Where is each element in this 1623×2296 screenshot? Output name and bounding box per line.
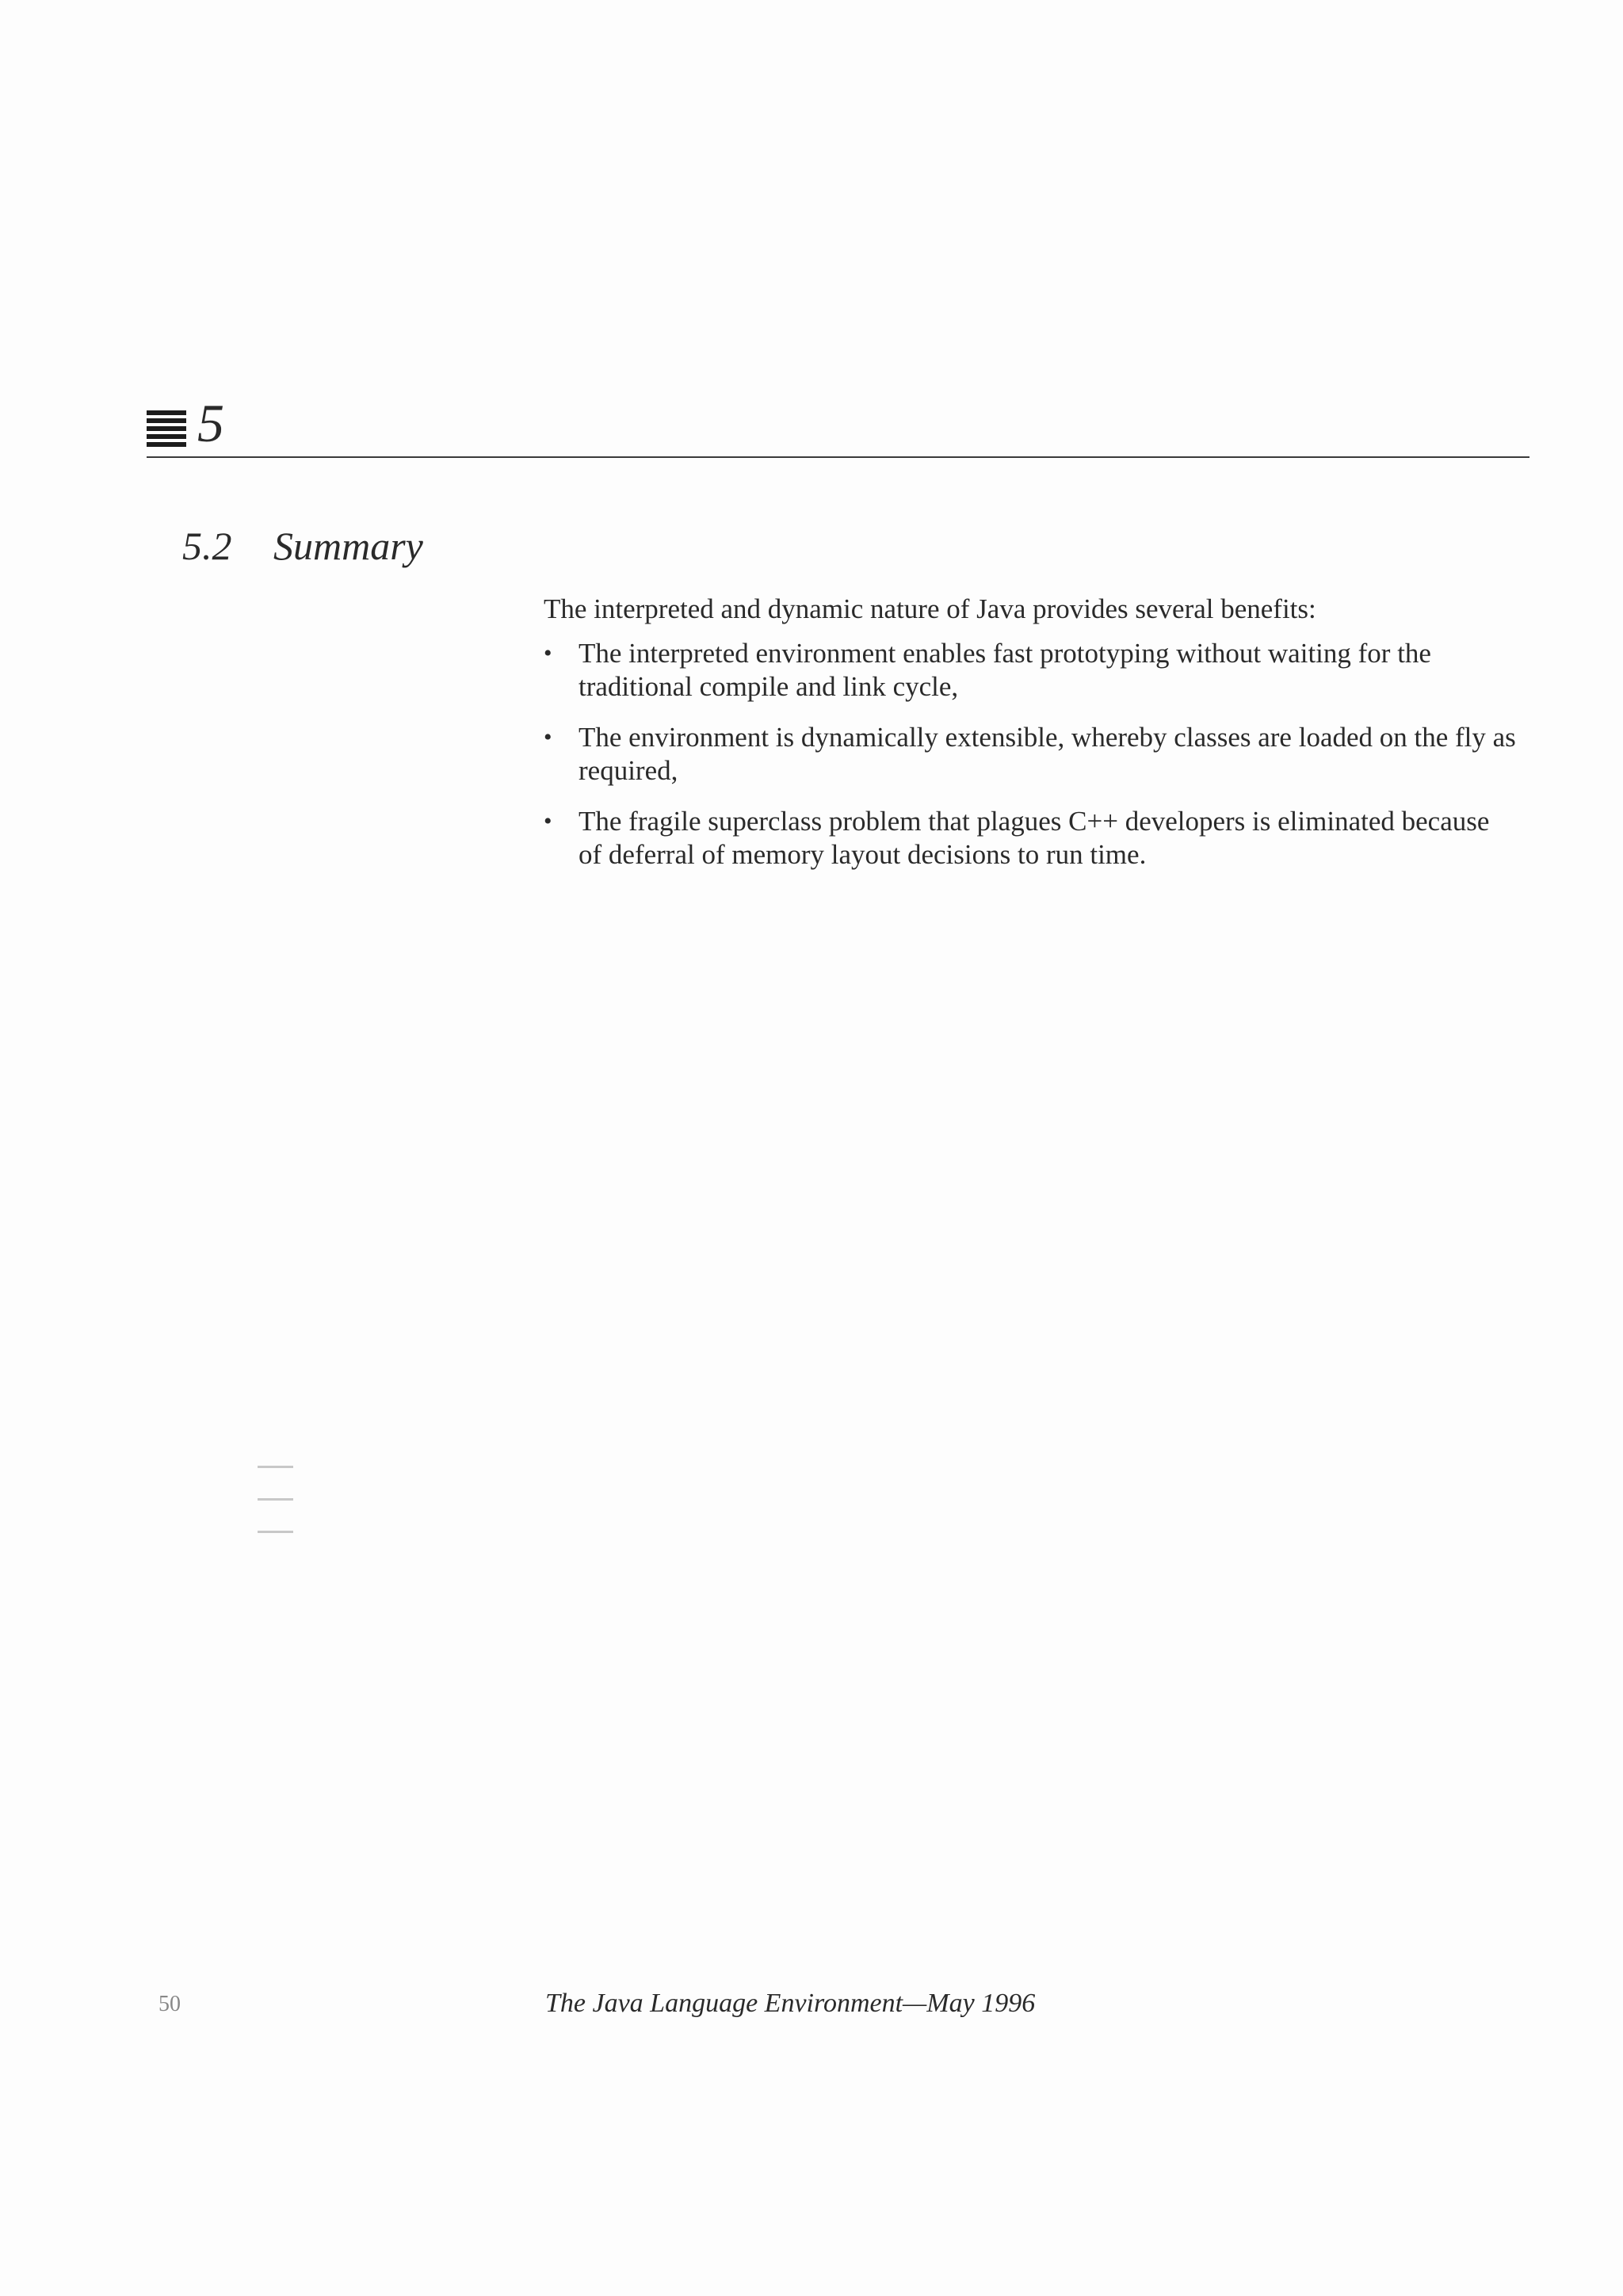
page-footer xyxy=(0,1989,1623,2028)
section-heading xyxy=(182,523,423,569)
running-footer: The Java Language Environment—May 1996 xyxy=(545,1989,1036,2018)
list-item-text: The environment is dynamically extensible, whereby classes are loaded on the fly as required, xyxy=(579,722,1516,786)
list-item xyxy=(544,721,1518,788)
chapter-number: 5 xyxy=(197,393,224,453)
list-item-text: The fragile superclass problem that plagues C++ developers is eliminated because of deferral of memory layout decisions to run time. xyxy=(579,806,1490,870)
bullet-dot-icon: • xyxy=(544,640,552,666)
bullet-dot-icon: • xyxy=(544,724,552,750)
body-text xyxy=(544,593,1518,889)
section-title: Summary xyxy=(273,524,423,568)
scan-artifact xyxy=(258,1466,293,1553)
list-item xyxy=(544,637,1518,704)
chapter-header xyxy=(147,393,1529,461)
list-item xyxy=(544,805,1518,871)
list-item-text: The interpreted environment enables fast prototyping without waiting for the traditional compile and link cycle, xyxy=(579,638,1431,702)
header-rule xyxy=(147,456,1529,458)
section-number: 5.2 xyxy=(182,524,232,568)
intro-paragraph: The interpreted and dynamic nature of Java provides several benefits: xyxy=(544,593,1316,624)
chapter-bars-icon xyxy=(147,410,186,448)
bullet-dot-icon: • xyxy=(544,808,552,834)
page-number: 50 xyxy=(158,1992,181,2016)
benefits-list xyxy=(544,637,1518,871)
